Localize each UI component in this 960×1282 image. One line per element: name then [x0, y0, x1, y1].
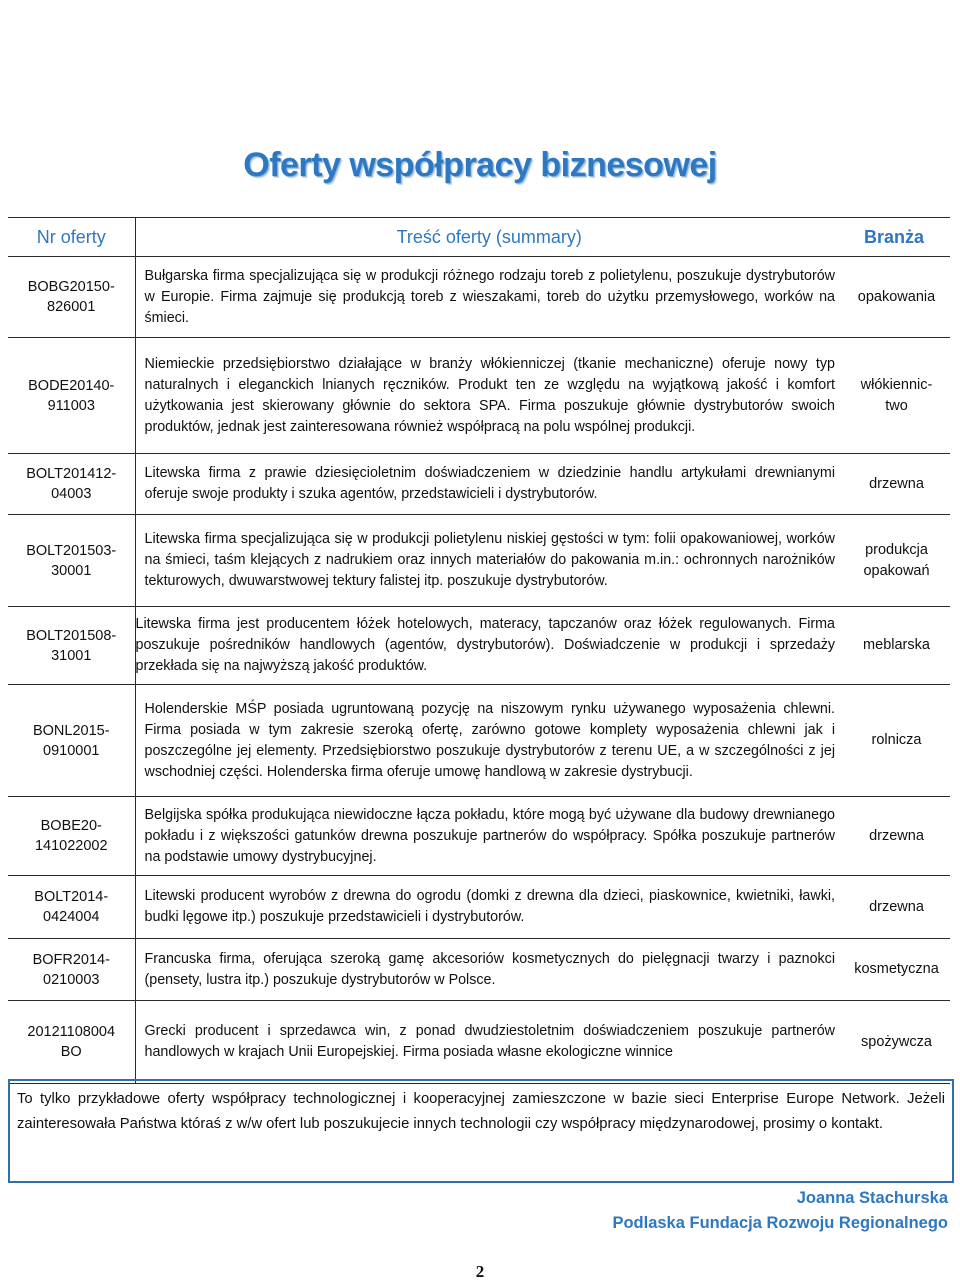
table-row	[8, 454, 950, 515]
offer-summary: Litewski producent wyrobów z drewna do ogrodu (domki z drewna dla dzieci, piaskownice, kwietniki, ławki, budki lęgowe itp.) poszukuje przedstawicieli i dystrybutorów.	[135, 876, 843, 939]
offer-number-line: BOLT201503-	[26, 542, 117, 559]
table-row	[8, 1001, 950, 1084]
offer-number	[8, 876, 135, 939]
offer-number-line: BODE20140-	[28, 377, 115, 394]
offer-number-line: 30001	[51, 562, 92, 579]
offer-industry-line: opakowania	[857, 288, 936, 305]
offer-industry	[843, 685, 950, 797]
table-row	[8, 607, 950, 685]
offer-industry-line: włókiennic-	[860, 376, 933, 393]
offer-number	[8, 454, 135, 515]
offer-industry-line: kosmetyczna	[854, 961, 939, 977]
offer-number	[8, 797, 135, 876]
offer-industry-line: spożywcza	[861, 1033, 932, 1050]
offer-number-line: 31001	[51, 647, 92, 664]
offer-number	[8, 685, 135, 797]
offer-industry-line: two	[885, 397, 908, 414]
column-header-industry: Branża	[843, 218, 950, 257]
offer-industry-line: drzewna	[869, 827, 924, 844]
offer-industry-line: produkcja	[865, 541, 928, 558]
offer-summary: Grecki producent i sprzedawca win, z ponad dwudziestoletnim doświadczeniem poszukuje partnerów handlowych w krajach Unii Europejskiej. Firma posiada własne ekologiczne winnice	[135, 1001, 843, 1084]
offer-number-line: BOBG20150-	[27, 279, 115, 295]
table-row	[8, 685, 950, 797]
offer-summary: Litewska firma z prawie dziesięcioletnim doświadczeniem w dziedzinie handlu artykułami drewnianymi oferuje swoje produkty i szuka agentów, przedstawicieli i dystrybutorów.	[135, 454, 843, 515]
offer-number	[8, 515, 135, 607]
column-header-offer-content: Treść oferty (summary)	[135, 218, 843, 257]
offer-number	[8, 257, 135, 338]
offer-number-line: BOBE20-	[40, 818, 102, 834]
offer-number-line: BOFR2014-	[32, 951, 110, 968]
offer-number-line: 911003	[47, 397, 95, 414]
offer-number-line: 20121108004	[27, 1024, 116, 1040]
offer-summary: Bułgarska firma specjalizująca się w produkcji różnego rodzaju toreb z polietylenu, poszukuje dystrybutorów w Europie. Firma zajmuje się produkcją toreb z wieszakami, toreb do użytku przemysłowego, worków na śmieci.	[135, 257, 843, 338]
offer-summary: Litewska firma specjalizująca się w produkcji polietylenu niskiej gęstości w tym: folii opakowaniowej, worków na śmieci, taśm klejących z nadrukiem oraz innych materiałów do pakowania m.in.: ochronnych narożników tekturowych, dwuwarstwowej tektury falistej itp. poszukuje dystrybutorów.	[135, 515, 843, 607]
offer-number-line: BO	[60, 1044, 82, 1060]
offer-industry	[843, 454, 950, 515]
offer-number-line: 0210003	[43, 971, 100, 988]
offer-number-line: 141022002	[34, 838, 108, 854]
offer-industry	[843, 876, 950, 939]
offer-industry-line: opakowań	[863, 562, 930, 579]
signature-block	[612, 1186, 948, 1236]
offer-number	[8, 607, 135, 685]
offer-summary: Litewska firma jest producentem łóżek hotelowych, materacy, tapczanów oraz łóżek regulowanych. Firma poszukuje pośredników handlowych (agentów, dystrybutorów). Doświadczenie w produkcji i sprzedaży przekłada się na najwyższą jakość produktów.	[135, 607, 843, 685]
offer-industry	[843, 939, 950, 1001]
table-row	[8, 515, 950, 607]
offer-industry-line: drzewna	[869, 898, 924, 915]
offer-industry	[843, 338, 950, 454]
table-row	[8, 257, 950, 338]
offer-industry	[843, 797, 950, 876]
offer-number	[8, 939, 135, 1001]
offer-industry-line: drzewna	[869, 475, 924, 492]
signature-name: Joanna Stachurska	[796, 1189, 948, 1207]
offer-industry	[843, 515, 950, 607]
offer-number-line: 0910001	[43, 742, 100, 759]
info-note-text: To tylko przykładowe oferty współpracy technologicznej i kooperacyjnej zamieszczone w bazie sieci Enterprise Europe Network. Jeżeli zainteresowała Państwa któraś z w/w ofert lub poszukujecie innych technologii czy współpracy międzynarodowej, prosimy o kontakt.	[17, 1091, 945, 1132]
offer-summary: Niemieckie przedsiębiorstwo działające w branży włókienniczej (tkanie mechaniczne) oferuje nowy typ naturalnych i eleganckich lnianych ręczników. Produkt ten ze względu na wyjątkową jakość i komfort użytkowania jest skierowany głównie do sektora SPA. Firma poszukuje głównie dystrybutorów swoich produktów, jednak jest zainteresowana również współpracą na polu wspólnej produkcji.	[135, 338, 843, 454]
table-header-row	[8, 218, 950, 257]
offer-summary: Belgijska spółka produkująca niewidoczne łącza pokładu, które mogą być używane dla budowy drewnianego pokładu i z większości gatunków drewna poszukuje partnerów do współpracy. Spółka poszukuje partnerów na podstawie umowy dystrybucyjnej.	[135, 797, 843, 876]
offer-industry	[843, 607, 950, 685]
table-row	[8, 797, 950, 876]
offer-number	[8, 1001, 135, 1084]
offer-industry-line: meblarska	[863, 637, 930, 653]
offer-industry-line: rolnicza	[871, 732, 922, 748]
table-row	[8, 876, 950, 939]
offer-industry	[843, 257, 950, 338]
page-number: 2	[475, 1262, 485, 1281]
offer-number-line: BONL2015-	[32, 722, 110, 739]
offer-number-line: 826001	[47, 299, 96, 315]
offer-number-line: BOLT201412-	[26, 466, 117, 482]
offer-number-line: 0424004	[43, 909, 100, 925]
page-title: Oferty współpracy biznesowej	[243, 146, 717, 184]
table-row	[8, 939, 950, 1001]
info-note-box	[8, 1079, 954, 1183]
offers-table	[8, 217, 950, 1084]
offer-number-line: BOLT201508-	[26, 627, 117, 644]
table-row	[8, 338, 950, 454]
offer-number	[8, 338, 135, 454]
offer-number-line: 04003	[51, 486, 92, 502]
offer-industry	[843, 1001, 950, 1084]
offer-summary: Holenderskie MŚP posiada ugruntowaną pozycję na niszowym rynku używanego wyposażenia chlewni. Firma posiada w tym zakresie szeroką ofertę, zarówno gotowe komplety wyposażenia chlewni jak i poszczególne jej elementy. Przedsiębiorstwo poszukuje dystrybutorów z terenu UE, a w szczególności z jej wschodniej części. Holenderska firma oferuje umowę handlową w zakresie dystrybucji.	[135, 685, 843, 797]
column-header-offer-number: Nr oferty	[8, 218, 135, 257]
offer-number-line: BOLT2014-	[34, 889, 109, 905]
signature-organization: Podlaska Fundacja Rozwoju Regionalnego	[612, 1214, 948, 1232]
offer-summary: Francuska firma, oferująca szeroką gamę akcesoriów kosmetycznych do pielęgnacji twarzy i paznokci (pensety, lustra itp.) poszukuje dystrybutorów w Polsce.	[135, 939, 843, 1001]
